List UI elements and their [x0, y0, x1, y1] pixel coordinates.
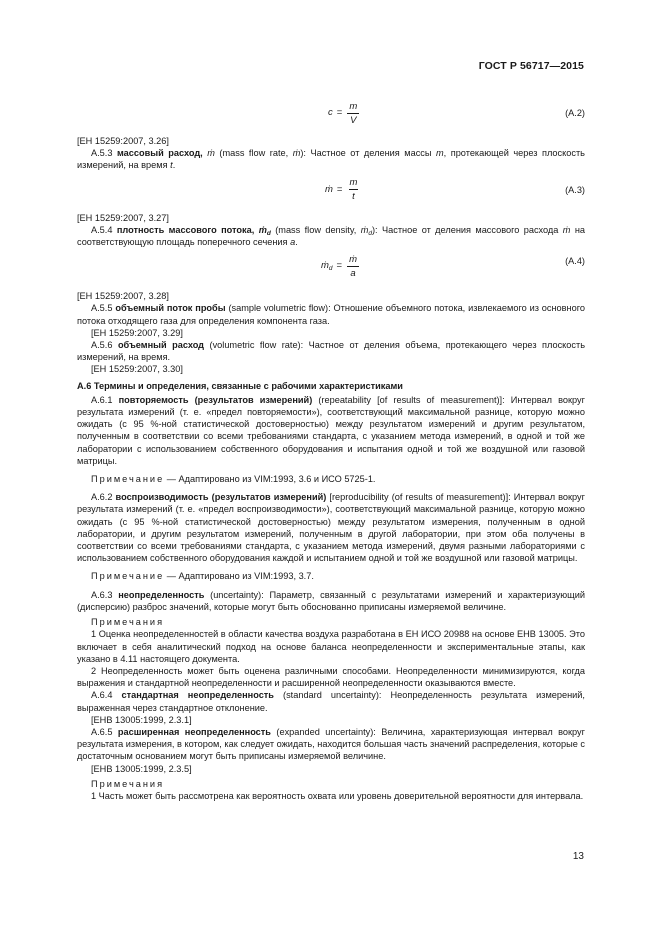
term-english: (mass flow density, — [275, 224, 357, 235]
clause-number: A.6.4 — [91, 690, 113, 701]
term: неопределенность — [118, 589, 205, 600]
equals-sign: = — [336, 260, 343, 272]
notes-label: Примечания — [91, 617, 165, 628]
definition-text: , протекающей через плоскость измерений, на время — [77, 148, 585, 171]
formula-lhs-subscript: d — [328, 265, 333, 273]
denominator: t — [349, 189, 358, 202]
punctuation: . — [295, 237, 298, 248]
symbol-base: ṁ — [360, 224, 369, 235]
formula-lhs-base: ṁ — [321, 260, 329, 272]
fraction — [346, 254, 360, 279]
term: плотность массового потока, — [116, 224, 255, 235]
definition-text: (sample volumetric flow): Отношение объемного потока, извлекаемого из основного потока отходящего газа для определения компонента газа. — [77, 303, 585, 326]
definition-text: (repeatability [of results of measurement)]: Интервал вокруг результата измерений (т. е. «предел повторяемости»), соответствующий максимальной разнице, которую можно ожидать (с 95 %-ной статистической достоверностью) между результатом измерений и другим результатом, полученным в соответствии со всеми требованиями стандарта, с указанием метода измерений, в одной и той же лаборатории с использованием собственного оборудования и испытания одной и той же воздушной или газовой матрицы. — [77, 394, 585, 466]
fraction — [346, 177, 360, 202]
equals-sign: = — [336, 183, 343, 195]
definition-a56 — [77, 339, 585, 363]
symbol: ṁ — [292, 148, 301, 159]
definition-text: (expanded uncertainty): Величина, характеризующая интервал вокруг результата измерения, в котором, как следует ожидать, находится большая часть значений распределения, которые с достаточным основанием могут быть приписаны измеряемой величине. — [77, 726, 585, 762]
symbol — [259, 225, 271, 235]
definition-a64 — [77, 689, 585, 713]
note-a61 — [77, 473, 585, 485]
denominator: V — [347, 113, 359, 126]
formula-a2 — [77, 95, 585, 131]
reference: [EH 15259:2007, 3.28] — [77, 291, 169, 302]
note-text: — Адаптировано из VIM:1993, 3.7. — [166, 571, 314, 582]
formula-number: (A.3) — [565, 184, 585, 195]
term-english: (mass flow rate, — [219, 148, 289, 159]
symbol-subscript: d — [368, 229, 372, 237]
reference: [ЕНВ 13005:1999, 2.3.1] — [91, 714, 192, 725]
reference: [EH 15259:2007, 3.29] — [91, 327, 183, 338]
definition-a65 — [77, 726, 585, 763]
definition-a55 — [77, 302, 585, 326]
variable: a — [290, 237, 296, 248]
definition-a62 — [77, 491, 585, 564]
formula-number: (A.4) — [565, 256, 585, 267]
fraction — [346, 101, 360, 126]
symbol-subscript: d — [266, 229, 271, 237]
term: объемный поток пробы — [115, 303, 226, 314]
note-text: — Адаптировано из VIM:1993, 3.6 и ИСО 5725-1. — [166, 474, 376, 485]
symbol — [361, 225, 372, 235]
formula-lhs: ṁ — [325, 183, 333, 195]
clause-number: A.5.3 — [91, 148, 113, 159]
formula-lhs: c — [328, 106, 333, 118]
document-id: ГОСТ Р 56717—2015 — [478, 60, 584, 72]
note-label: Примечание — [91, 571, 165, 582]
section-heading-a6: A.6 Термины и определения, связанные с рабочими характеристиками — [77, 380, 403, 391]
note-item: 2 Неопределенность может быть оценена различными способами. Неопределенности минимизируются, когда выражения и стандартной неопределенности и расширенной неопределенности оказываются вместе. — [77, 665, 585, 689]
denominator: a — [347, 266, 358, 279]
note-label: Примечание — [91, 474, 165, 485]
definition-a63 — [77, 589, 585, 613]
term: расширенная неопределенность — [117, 726, 271, 737]
clause-number: A.5.4 — [91, 224, 113, 235]
clause-number: A.6.1 — [91, 394, 113, 405]
numerator: m — [349, 100, 358, 112]
clause-number: A.6.2 — [91, 492, 113, 503]
note-a62 — [77, 570, 585, 582]
numerator: m — [349, 177, 358, 189]
variable: t — [170, 160, 173, 171]
definition-a53 — [77, 147, 585, 171]
equals-sign: = — [336, 106, 343, 118]
term: объемный расход — [117, 340, 205, 351]
symbol-base: ṁ — [258, 224, 267, 235]
numerator: ṁ — [349, 253, 358, 265]
formula-a3 — [77, 172, 585, 208]
clause-number: A.5.5 — [91, 303, 113, 314]
clause-number: A.6.3 — [91, 589, 113, 600]
symbol: ṁ — [562, 224, 571, 235]
definition-text: ): Частное от деления массового расхода — [372, 224, 559, 235]
formula-a4 — [77, 248, 585, 284]
term: массовый расход, — [116, 148, 203, 159]
reference: [EH 15259:2007, 3.27] — [77, 212, 169, 223]
page-number: 13 — [572, 851, 584, 862]
definition-text: (volumetric flow rate): Частное от деления объема, протекающего через плоскость измерений, на время. — [77, 340, 585, 363]
note-item: 1 Оценка неопределенностей в области качества воздуха разработана в ЕН ИСО 20988 на основе ЕНВ 13005. Это включает в себя аналитический подход на основе баланса неопределенности и экспериментальные этапы, как указано в 4.11 настоящего документа. — [77, 629, 585, 664]
formula-number: (A.2) — [565, 108, 585, 118]
reference: [EH 15259:2007, 3.30] — [91, 364, 183, 375]
definition-a54 — [77, 224, 585, 248]
symbol: ṁ — [207, 148, 215, 159]
page-content — [77, 95, 585, 802]
definition-text: (standard uncertainty): Неопределенность результата измерений, выраженная через стандартное отклонение. — [77, 690, 585, 713]
term: воспроизводимость (результатов измерений) — [115, 492, 327, 503]
notes-label: Примечания — [91, 778, 165, 789]
reference: [EH 15259:2007, 3.26] — [77, 136, 169, 146]
term: повторяемость (результатов измерений) — [118, 394, 313, 405]
variable: m — [436, 148, 444, 159]
clause-number: A.6.5 — [91, 726, 113, 737]
definition-a61 — [77, 394, 585, 467]
definition-text: [reproducibility (of results of measurement)]: Интервал вокруг результата измерений (т. е. «предел воспроизводимости»), соответствующий максимальной разнице, которую можно ожидать (с 95 %-ной статистической достоверностью) между результатом измерения, полученным в одной лаборатории, и другим результатом измерений, полученным в другой лаборатории, при этом оба получены в соответствии со всеми требованиями стандарта, с указанием метода измерений, двумя разными лабораториями с использованием собственного оборудования каждой и испытанием одной и той же воздушной или газовой матрицы. — [77, 492, 585, 564]
definition-text: ): Частное от деления массы — [300, 148, 432, 159]
definition-text: на соответствующую площадь поперечного сечения — [77, 224, 586, 248]
definition-text: (uncertainty): Параметр, связанный с результатами измерений и характеризующий (дисперсию) разброс значений, которые могут быть обоснованно приписаны измеряемой величине. — [77, 589, 585, 612]
formula-lhs — [321, 260, 333, 272]
reference: [ЕНВ 13005:1999, 2.3.5] — [91, 763, 192, 774]
clause-number: A.5.6 — [91, 340, 113, 351]
term: стандартная неопределенность — [121, 690, 274, 701]
punctuation: . — [172, 160, 176, 171]
note-item: 1 Часть может быть рассмотрена как вероятность охвата или уровень доверительной вероятности для интервала. — [91, 790, 584, 801]
